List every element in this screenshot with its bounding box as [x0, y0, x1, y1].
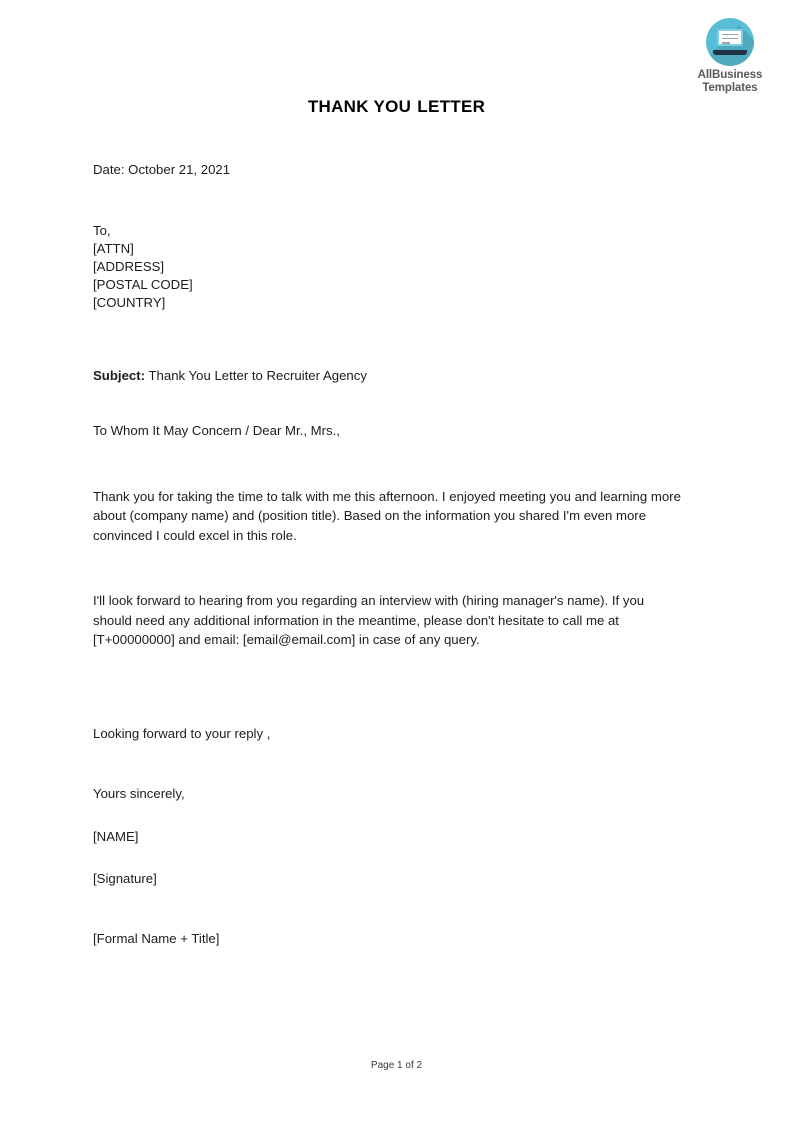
- recipient-country: [COUNTRY]: [93, 294, 166, 310]
- page-title-part-1: THANK YOU: [307, 97, 412, 116]
- brand-name-line-2: Templates: [702, 82, 758, 94]
- laptop-in-circle-icon: [706, 18, 754, 66]
- closing-looking-forward: Looking forward to your reply ,: [93, 725, 271, 741]
- page-footer: Page 1 of 2: [370, 1060, 423, 1071]
- subject-label: Subject:: [93, 367, 146, 383]
- subject-text: Thank You Letter to Recruiter Agency: [148, 367, 367, 383]
- laptop-icon: [713, 29, 747, 55]
- recipient-attn: [ATTN]: [93, 240, 134, 256]
- salutation-line: To Whom It May Concern / Dear Mr., Mrs.,: [93, 423, 340, 438]
- body-paragraph-2: I'll look forward to hearing from you regarding an interview with (hiring manager's name). If you should need any additional information in the meantime, please don't hesitate to call me at [T+00000000] and email: [email@email.com] in case of any query.: [93, 593, 645, 647]
- page-title-part-2: LETTER: [417, 97, 486, 116]
- brand-name-line-1: AllBusiness: [697, 69, 763, 81]
- page-title: [0, 97, 793, 117]
- recipient-to-label: To,: [93, 222, 111, 238]
- screen-line: [722, 34, 738, 36]
- letter-body: [93, 160, 699, 948]
- closing-signature: [Signature]: [93, 871, 157, 886]
- closing-name: [NAME]: [93, 828, 139, 844]
- subject-line: [93, 366, 699, 386]
- recipient-address: [ADDRESS]: [93, 258, 165, 274]
- body-paragraph-1: Thank you for taking the time to talk with me this afternoon. I enjoyed meeting you and learning more about (company name) and (position title). Based on the information you shared I'm even more convinced I could excel in this role.: [93, 488, 681, 543]
- recipient-address-block: [93, 222, 699, 312]
- recipient-postal-code: [POSTAL CODE]: [93, 276, 193, 292]
- date-line: Date: October 21, 2021: [93, 162, 231, 177]
- laptop-base-icon: [713, 50, 747, 55]
- screen-line: [722, 38, 738, 40]
- closing-formal-name-title: [Formal Name + Title]: [93, 930, 220, 946]
- closing-sign-off: Yours sincerely,: [93, 786, 185, 801]
- screen-line: [722, 42, 730, 44]
- brand-logo: [688, 18, 772, 95]
- laptop-screen-icon: [717, 29, 743, 46]
